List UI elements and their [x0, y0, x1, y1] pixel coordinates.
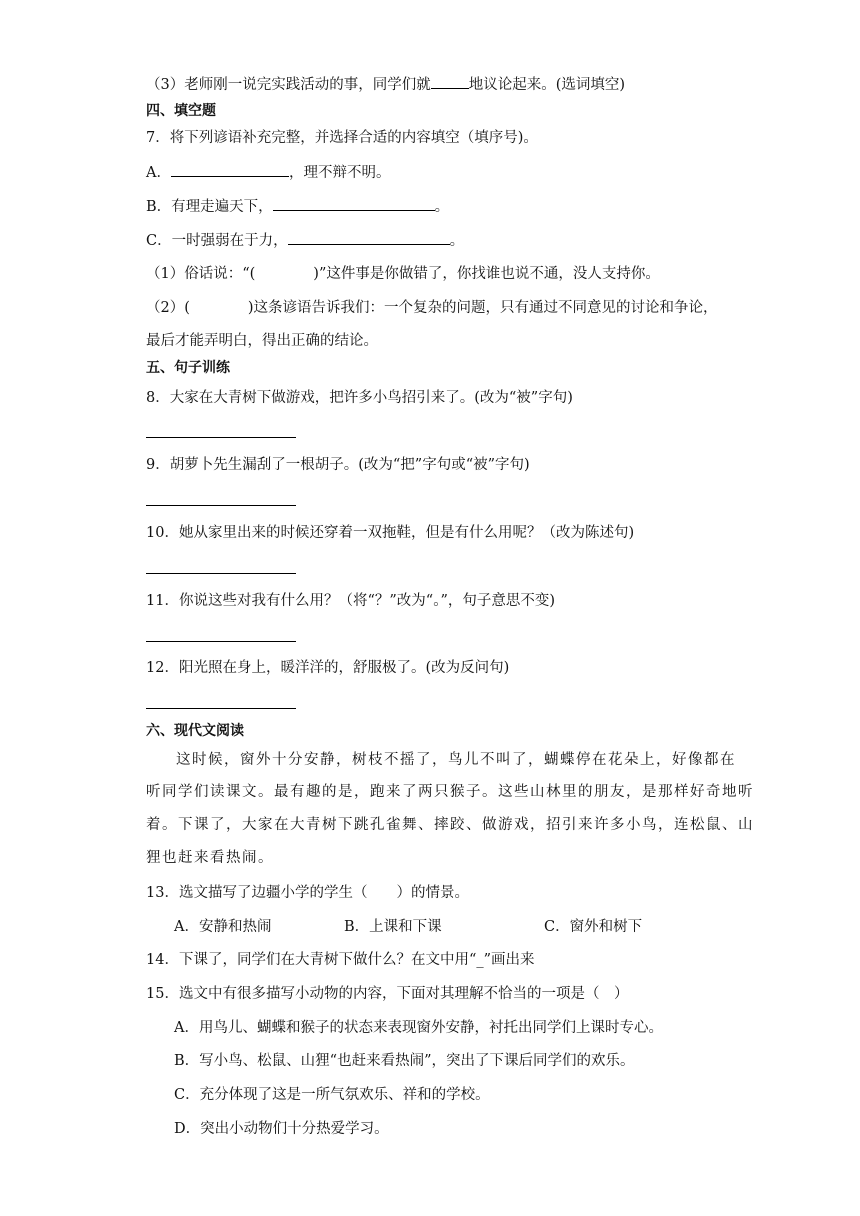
q7-b-blank[interactable] [273, 196, 435, 211]
q7-b-post: 。 [434, 199, 450, 215]
question-15-option-b[interactable]: B．写小鸟、松鼠、山狸“也赶来看热闹”，突出了下课后同学们的欢乐。 [174, 1053, 635, 1069]
passage-line-2: 听同学们读课文。最有趣的是，跑来了两只猴子。这些山林里的朋友，是那样好奇地听 [146, 784, 754, 800]
question-14 [146, 950, 535, 970]
answer-line-9[interactable] [146, 505, 296, 506]
answer-line-12[interactable] [146, 708, 296, 709]
question-8: 8．大家在大青树下做游戏，把许多小鸟招引来了。(改为“被”字句) [146, 390, 573, 406]
passage-line-3: 着。下课了，大家在大青树下跳孔雀舞、摔跤、做游戏，招引来许多小鸟，连松鼠、山 [146, 817, 754, 833]
question-13-stem: 13．选文描写了边疆小学的学生（ ）的情景。 [146, 885, 469, 901]
question-11: 11．你说这些对我有什么用？（将“？”改为“。”，句子意思不变) [146, 593, 556, 609]
question-12: 12．阳光照在身上，暖洋洋的，舒服极了。(改为反问句) [146, 660, 510, 676]
question-7-a [146, 162, 390, 183]
passage-line-1: 这时候，窗外十分安静，树枝不摇了，鸟儿不叫了，蝴蝶停在花朵上，好像都在 [176, 752, 736, 768]
question-13-option-c[interactable]: C．窗外和树下 [544, 919, 643, 935]
question-15-option-d[interactable]: D．突出小动物们十分热爱学习。 [174, 1121, 389, 1137]
question-15-option-a[interactable]: A．用鸟儿、蝴蝶和猴子的状态来表现窗外安静，衬托出同学们上课时专心。 [174, 1020, 663, 1036]
question-15-stem: 15．选文中有很多描写小动物的内容，下面对其理解不恰当的一项是（ ） [146, 986, 629, 1002]
q7-c-pre: C．一时强弱在于力， [146, 233, 288, 249]
q7-c-blank[interactable] [288, 230, 450, 245]
section-5-heading: 五、句子训练 [146, 360, 230, 376]
q14-text-post: ”画出来 [483, 952, 535, 968]
section-6-heading: 六、现代文阅读 [146, 723, 244, 739]
question-7-stem: 7．将下列谚语补充完整，并选择合适的内容填空（填序号)。 [146, 130, 538, 146]
question-7-sub-2-line-1: （2）( )这条谚语告诉我们：一个复杂的问题，只有通过不同意见的讨论和争论， [146, 300, 718, 316]
q7-b-pre: B．有理走遍天下， [146, 199, 273, 215]
q14-text-pre: 14．下课了，同学们在大青树下做什么？在文中用“ [146, 952, 477, 968]
passage-line-4: 狸也赶来看热闹。 [146, 850, 274, 866]
question-7-sub-2-line-2: 最后才能弄明白，得出正确的结论。 [146, 333, 378, 349]
q7-a-label: A． [146, 165, 171, 181]
question-7-c [146, 230, 464, 251]
question-13-option-a[interactable]: A．安静和热闹 [174, 919, 272, 935]
section-4-heading: 四、填空题 [146, 103, 216, 119]
answer-line-11[interactable] [146, 641, 296, 642]
question-7-b [146, 196, 449, 217]
question-15-option-c[interactable]: C．充分体现了这是一所气氛欢乐、祥和的学校。 [174, 1087, 490, 1103]
q7-a-post: ，理不辩不明。 [288, 165, 391, 181]
question-13-option-b[interactable]: B．上课和下课 [344, 919, 442, 935]
question-10: 10．她从家里出来的时候还穿着一双拖鞋，但是有什么用呢？（改为陈述句) [146, 525, 635, 541]
q6-3-text-post: 地议论起来。(选词填空) [468, 77, 626, 93]
question-6-3 [146, 74, 625, 95]
question-9: 9．胡萝卜先生漏刮了一根胡子。(改为“把”字句或“被”字句) [146, 457, 530, 473]
q14-underline-mark: _ [476, 952, 484, 968]
question-7-sub-1: （1）俗话说：“( )”这件事是你做错了，你找谁也说不通，没人支持你。 [146, 266, 660, 282]
q7-c-post: 。 [449, 233, 465, 249]
answer-line-10[interactable] [146, 573, 296, 574]
q6-3-blank[interactable] [431, 74, 469, 89]
q7-a-blank[interactable] [171, 162, 289, 177]
q6-3-text-pre: （3）老师刚一说完实践活动的事，同学们就 [146, 77, 431, 93]
answer-line-8[interactable] [146, 437, 296, 438]
